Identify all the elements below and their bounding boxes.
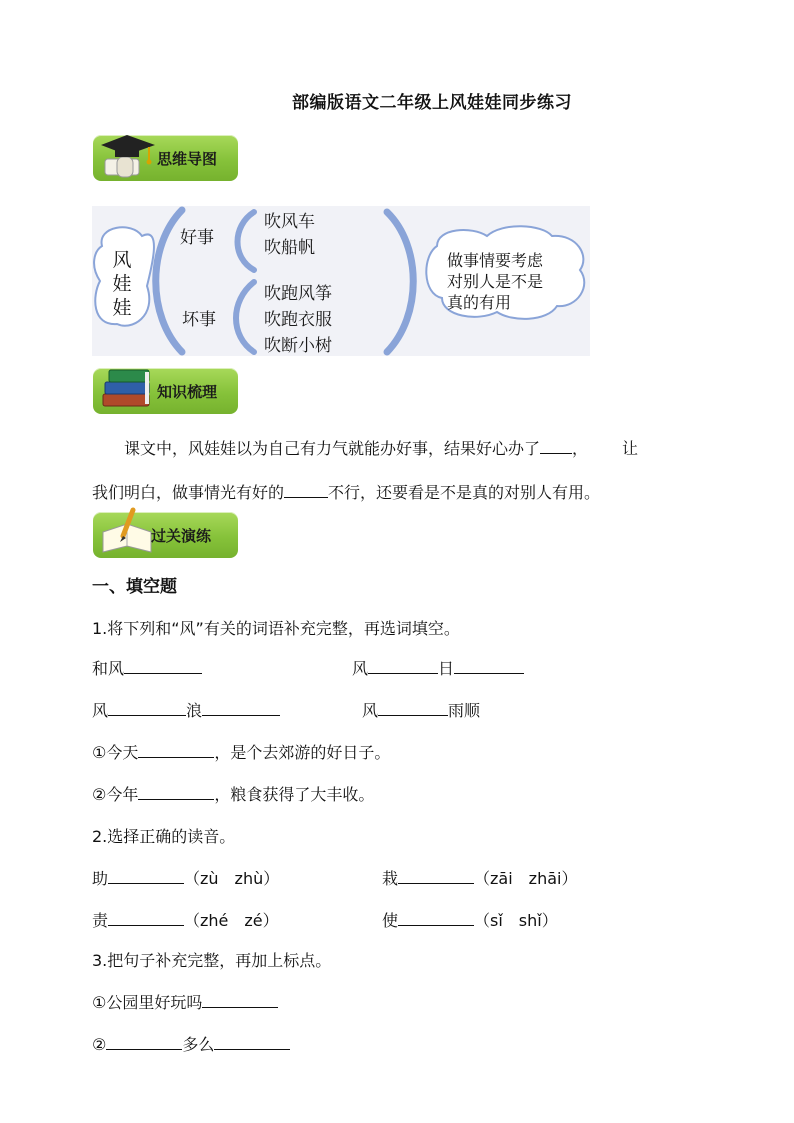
root-char: 风 [112,249,132,271]
fill-blank[interactable] [106,1034,182,1050]
books-icon [97,362,159,414]
conclusion-line: 对别人是不是 [447,272,544,291]
text-segment: ②今年 [92,785,139,804]
q2-item [382,908,558,931]
text-segment: 多么 [182,1035,215,1054]
text-segment: 栽 [382,869,399,888]
question-1-prompt: 1.将下列和“风”有关的词语补充完整，再选词填空。 [92,619,460,638]
mind-map [92,206,590,356]
question-2-prompt: 2.选择正确的读音。 [92,827,236,846]
banner-label: 过关演练 [151,527,212,545]
q1-word-2 [352,656,524,679]
text-segment: 雨顺 [448,701,481,720]
text-segment: ， [572,439,589,458]
text-segment: 使 [382,911,399,930]
text-segment: 风 [362,701,379,720]
conclusion-line: 真的有用 [447,293,512,312]
text-segment: ② [92,1035,107,1054]
banner-practice [93,512,238,558]
pinyin-options: （zù zhù） [184,869,280,888]
text-segment: 助 [92,869,109,888]
question-3-prompt: 3.把句子补充完整，再加上标点。 [92,951,332,970]
fill-blank[interactable] [138,742,214,758]
text-segment: 风 [92,701,109,720]
fill-blank[interactable] [378,700,448,716]
branch-good: 好事 [180,228,214,248]
banner-knowledge [93,368,238,414]
q3-sentence-2 [92,1032,290,1055]
fill-blank[interactable] [540,438,572,454]
fill-blank[interactable] [368,658,438,674]
q1-word-4 [362,698,480,721]
text-segment: 不行，还要看是不是真的对别人有用。 [328,483,601,502]
fill-blank[interactable] [124,658,202,674]
fill-blank[interactable] [108,910,184,926]
text-segment: ①公园里好玩吗 [92,993,203,1012]
conclusion-line: 做事情要考虑 [447,251,544,270]
fill-blank[interactable] [214,1034,290,1050]
good-item: 吹风车 [264,212,315,232]
fill-blank[interactable] [202,700,280,716]
pinyin-options: （zhé zé） [184,911,279,930]
banner-label: 思维导图 [157,150,218,168]
q3-sentence-1 [92,990,278,1013]
bad-item: 吹跑衣服 [264,310,332,330]
q1-word-1 [92,656,202,679]
root-char: 娃 [112,297,132,319]
fill-blank[interactable] [202,992,278,1008]
text-segment: ，是个去郊游的好日子。 [214,743,391,762]
text-segment: 风 [352,659,369,678]
page-title: 部编版语文二年级上风娃娃同步练习 [292,93,572,113]
branch-bad: 坏事 [182,310,216,330]
q2-item [92,908,279,931]
q1-sentence-1 [92,740,390,763]
good-item: 吹船帆 [264,238,315,258]
q1-sentence-2 [92,782,374,805]
fill-blank[interactable] [284,482,328,498]
bad-item: 吹跑风筝 [264,284,332,304]
knowledge-line-1 [124,436,638,459]
text-segment: ，粮食获得了大丰收。 [214,785,375,804]
text-segment: 责 [92,911,109,930]
text-segment: 日 [438,659,455,678]
q1-word-3 [92,698,280,721]
fill-blank[interactable] [398,868,474,884]
text-segment: ①今天 [92,743,139,762]
fill-blank[interactable] [138,784,214,800]
graduation-cap-icon [97,129,159,181]
bad-item: 吹断小树 [264,336,332,356]
mind-map-root [108,248,136,320]
fill-blank[interactable] [454,658,524,674]
fill-blank[interactable] [398,910,474,926]
text-segment: 和风 [92,659,125,678]
mind-map-conclusion [447,250,577,313]
banner-label: 知识梳理 [157,383,218,401]
pinyin-options: （sǐ shǐ） [474,911,558,930]
text-segment: 让 [622,439,639,458]
root-char: 娃 [112,273,132,295]
banner-mindmap [93,135,238,181]
text-segment: 我们明白，做事情光有好的 [92,483,285,502]
fill-blank[interactable] [108,868,184,884]
text-segment: 浪 [186,701,203,720]
notebook-pencil-icon [97,506,159,558]
fill-blank[interactable] [108,700,186,716]
q2-item [92,866,279,889]
section-heading: 一、填空题 [92,577,177,597]
knowledge-line-2 [92,480,600,503]
pinyin-options: （zāi zhāi） [474,869,578,888]
text-segment: 课文中，风娃娃以为自己有力气就能办好事，结果好心办了 [124,439,541,458]
q2-item [382,866,577,889]
